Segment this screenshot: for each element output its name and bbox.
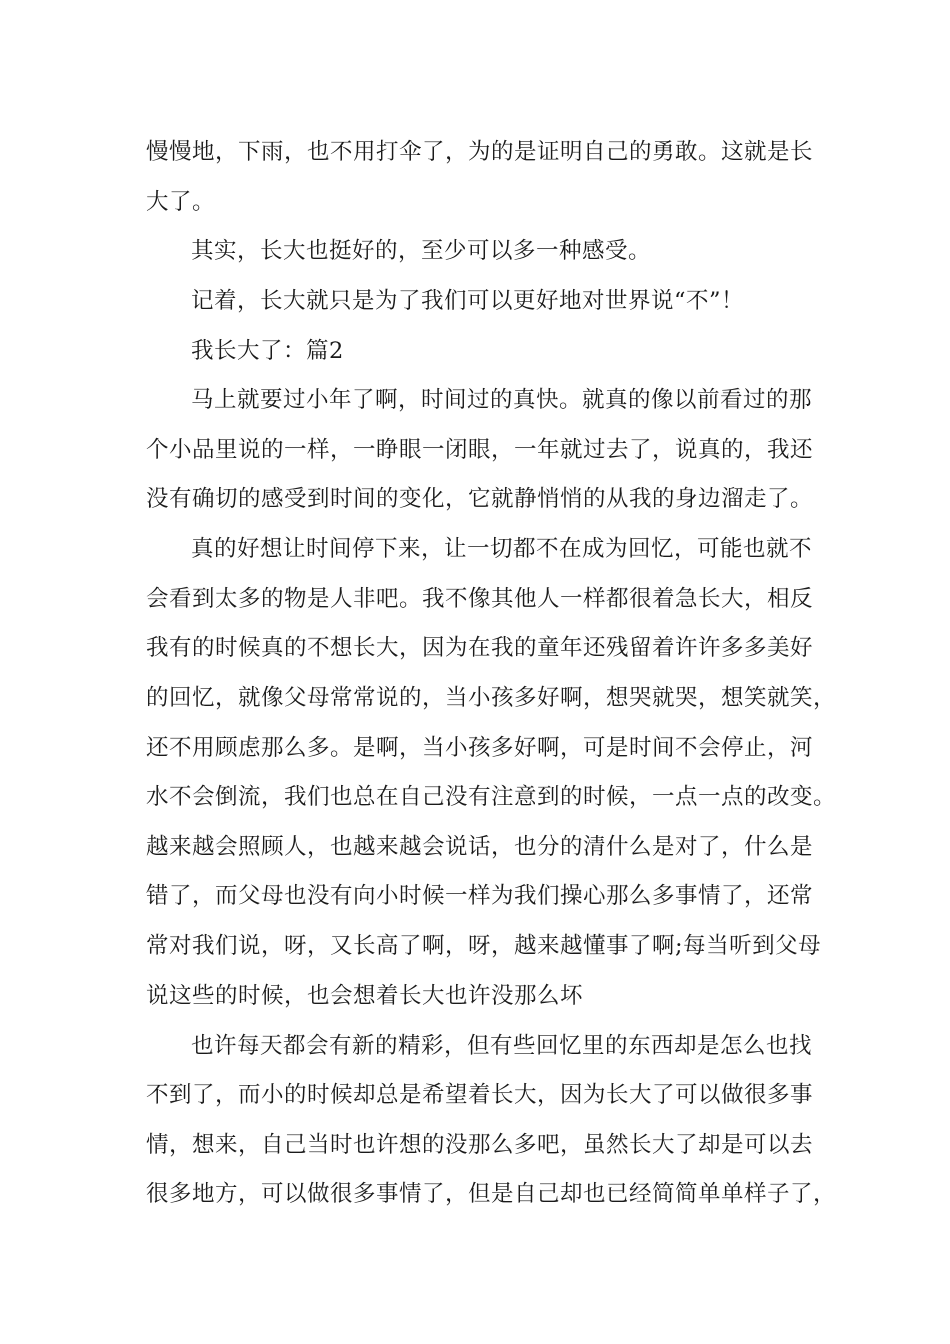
text-line: 越来越会照顾人，也越来越会说话，也分的清什么是对了，什么是	[146, 834, 814, 860]
text-line: 说这些的时候，也会想着长大也许没那么坏	[146, 983, 584, 1009]
text-line: 马上就要过小年了啊，时间过的真快。就真的像以前看过的那	[191, 387, 813, 413]
text-line: 错了，而父母也没有向小时候一样为我们操心那么多事情了，还常	[146, 883, 814, 909]
text-line: 情，想来，自己当时也许想的没那么多吧，虽然长大了却是可以去	[146, 1132, 814, 1158]
text-line: 的回忆，就像父母常常说的，当小孩多好啊，想哭就哭，想笑就笑，	[146, 685, 837, 711]
section-heading: 我长大了：篇2	[191, 338, 344, 364]
text-line: 常对我们说，呀，又长高了啊，呀，越来越懂事了啊;每当听到父母	[146, 933, 822, 959]
text-line: 个小品里说的一样，一睁眼一闭眼，一年就过去了，说真的，我还	[146, 437, 814, 463]
text-line: 不到了，而小的时候却总是希望着长大，因为长大了可以做很多事	[146, 1082, 814, 1108]
text-line: 记着，长大就只是为了我们可以更好地对世界说“不”！	[191, 288, 745, 314]
text-line: 很多地方，可以做很多事情了，但是自己却也已经简简单单样子了，	[146, 1181, 837, 1207]
text-line: 水不会倒流，我们也总在自己没有注意到的时候，一点一点的改变。	[146, 784, 837, 810]
text-line: 真的好想让时间停下来，让一切都不在成为回忆，可能也就不	[191, 536, 813, 562]
text-line: 没有确切的感受到时间的变化，它就静悄悄的从我的身边溜走了。	[146, 486, 814, 512]
text-line: 我有的时候真的不想长大，因为在我的童年还残留着许许多多美好	[146, 635, 814, 661]
text-line: 会看到太多的物是人非吧。我不像其他人一样都很着急长大，相反	[146, 586, 814, 612]
text-line: 还不用顾虑那么多。是啊，当小孩多好啊，可是时间不会停止，河	[146, 735, 814, 761]
text-line: 其实，长大也挺好的，至少可以多一种感受。	[191, 238, 652, 264]
text-line: 也许每天都会有新的精彩，但有些回忆里的东西却是怎么也找	[191, 1033, 813, 1059]
text-line: 慢慢地，下雨，也不用打伞了，为的是证明自己的勇敢。这就是长	[146, 139, 814, 165]
text-line: 大了。	[146, 189, 216, 215]
